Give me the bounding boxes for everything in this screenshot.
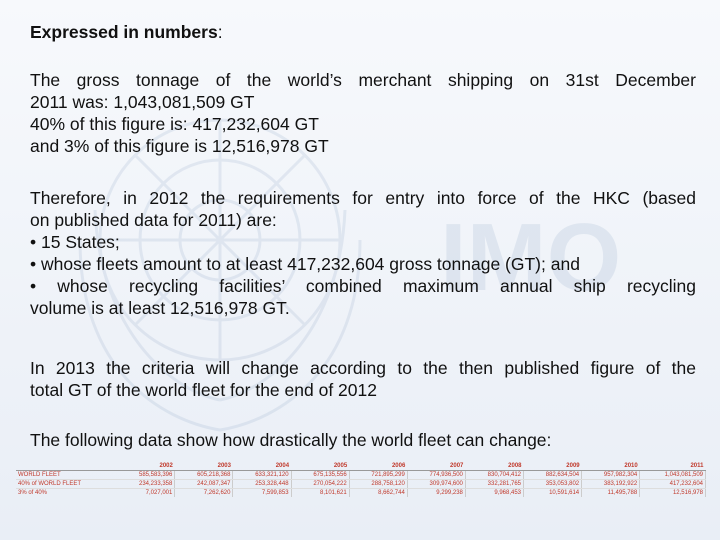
criteria-change-paragraph <box>30 357 696 401</box>
year-header: 2011 <box>640 462 706 471</box>
text-line: The following data show how drastically the world fleet can change: <box>30 430 552 450</box>
year-header: 2005 <box>291 462 349 471</box>
world-fleet-paragraph <box>30 69 696 157</box>
text-line: The gross tonnage of the world’s merchant shipping on 31st December <box>30 70 696 90</box>
table-cell: 882,634,504 <box>524 471 582 480</box>
year-header: 2007 <box>407 462 465 471</box>
table-cell: 675,135,556 <box>291 471 349 480</box>
year-header: 2009 <box>524 462 582 471</box>
text-line: and 3% of this figure is 12,516,978 GT <box>30 136 329 156</box>
requirements-paragraph <box>30 187 696 319</box>
table-cell: 288,758,120 <box>349 480 407 489</box>
table-cell: 8,662,744 <box>349 489 407 498</box>
text-line: volume is at least 12,516,978 GT. <box>30 298 290 318</box>
table-row <box>16 489 706 498</box>
table-cell: 309,974,600 <box>407 480 465 489</box>
data-intro-paragraph <box>30 429 696 451</box>
text-line: on published data for 2011) are: <box>30 210 277 230</box>
year-header: 2006 <box>349 462 407 471</box>
table-cell: 10,591,614 <box>524 489 582 498</box>
text-line: 2011 was: 1,043,081,509 GT <box>30 92 255 112</box>
table-header-cell <box>16 462 118 471</box>
fleet-table <box>16 462 706 497</box>
year-header: 2008 <box>465 462 523 471</box>
table-cell: 830,704,412 <box>465 471 523 480</box>
table-cell: 7,027,001 <box>118 489 175 498</box>
year-header: 2002 <box>118 462 175 471</box>
table-cell: 7,599,853 <box>233 489 291 498</box>
year-header: 2010 <box>582 462 640 471</box>
section-heading <box>30 21 223 43</box>
table-cell: 234,233,358 <box>118 480 175 489</box>
table-cell: 253,328,448 <box>233 480 291 489</box>
table-cell: 605,218,368 <box>175 471 233 480</box>
table-cell: 721,895,299 <box>349 471 407 480</box>
row-label: WORLD FLEET <box>16 471 118 480</box>
table-cell: 774,936,500 <box>407 471 465 480</box>
table-cell: 242,087,347 <box>175 480 233 489</box>
bullet-item: • whose fleets amount to at least 417,232,604 gross tonnage (GT); and <box>30 254 580 274</box>
bullet-item: • 15 States; <box>30 232 120 252</box>
text-line: total GT of the world fleet for the end of 2012 <box>30 380 377 400</box>
table-cell: 7,262,620 <box>175 489 233 498</box>
text-line: In 2013 the criteria will change according to the then published figure of the <box>30 358 696 378</box>
table-cell: 12,516,978 <box>640 489 706 498</box>
table-cell: 8,101,621 <box>291 489 349 498</box>
table-row <box>16 471 706 480</box>
fleet-data-table <box>16 462 706 497</box>
year-header: 2004 <box>233 462 291 471</box>
text-line: Therefore, in 2012 the requirements for entry into force of the HKC (based <box>30 188 696 208</box>
table-cell: 417,232,604 <box>640 480 706 489</box>
table-cell: 11,495,788 <box>582 489 640 498</box>
table-cell: 332,281,765 <box>465 480 523 489</box>
table-cell: 270,054,222 <box>291 480 349 489</box>
imo-watermark-text: IMO <box>440 204 622 311</box>
table-header-row <box>16 462 706 471</box>
year-header: 2003 <box>175 462 233 471</box>
table-cell: 353,053,802 <box>524 480 582 489</box>
bullet-item: • whose recycling facilities’ combined maximum annual ship recycling <box>30 276 696 296</box>
heading-colon: : <box>217 22 223 42</box>
row-label: 40% of WORLD FLEET <box>16 480 118 489</box>
table-cell: 633,321,120 <box>233 471 291 480</box>
table-cell: 585,583,396 <box>118 471 175 480</box>
table-cell: 9,299,238 <box>407 489 465 498</box>
table-cell: 957,982,304 <box>582 471 640 480</box>
table-row <box>16 480 706 489</box>
heading-text: Expressed in numbers <box>30 22 218 42</box>
row-label: 3% of 40% <box>18 490 48 496</box>
table-cell: 1,043,081,509 <box>640 471 706 480</box>
text-line: 40% of this figure is: 417,232,604 GT <box>30 114 319 134</box>
table-cell: 383,192,922 <box>582 480 640 489</box>
table-cell: 9,968,453 <box>465 489 523 498</box>
